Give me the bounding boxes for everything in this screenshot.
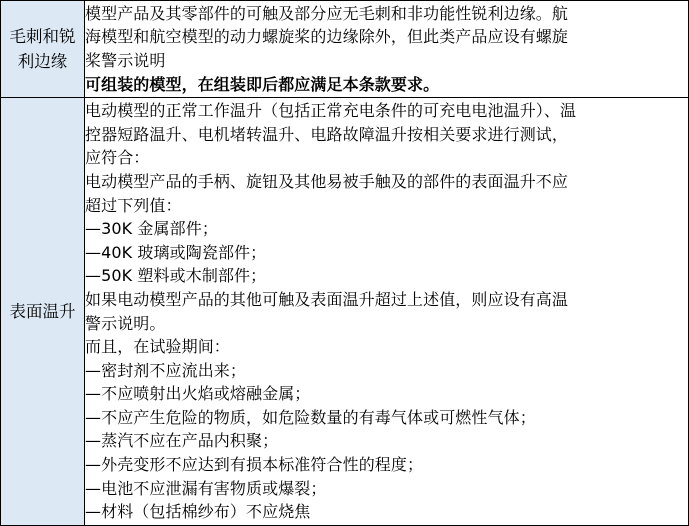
content-line: —材料（包括棉纱布）不应烧焦 (85, 502, 311, 522)
table-row-burrs-sharp-edges (1, 1, 689, 98)
table-row-surface-temperature-rise (1, 98, 689, 526)
content-line: 超过下列值： (85, 195, 182, 215)
content-line: 电动模型的正常工作温升（包括正常充电条件的可充电电池温升）、温 (85, 101, 577, 121)
content-line: 警示说明。 (85, 313, 166, 333)
content-line: —蒸汽不应在产品内积聚； (85, 431, 279, 451)
row-label-line: 毛刺和锐 (9, 27, 76, 46)
content-line: 应符合： (85, 148, 150, 168)
content-line: —外壳变形不应达到有损本标准符合性的程度； (85, 455, 424, 475)
row-label-line: 表面温升 (9, 302, 76, 321)
content-line: 桨警示说明 (85, 51, 166, 70)
row-content-cell (85, 1, 689, 98)
row-label-line: 利边缘 (17, 52, 68, 71)
content-line: —30K 金属部件； (85, 219, 218, 239)
content-line: 海模型和航空模型的动力螺旋桨的边缘除外，但此类产品应设有螺旋 (85, 27, 569, 47)
content-line: 电动模型产品的手柄、旋钮及其他易被手触及的部件的表面温升不应 (85, 171, 569, 191)
row-label-cell (1, 1, 85, 98)
content-line: —50K 塑料或木制部件； (85, 266, 267, 286)
content-line: —电池不应泄漏有害物质或爆裂； (85, 478, 327, 498)
content-line: 如果电动模型产品的其他可触及表面温升超过上述值，则应设有高温 (85, 289, 569, 309)
content-line: —不应喷射出火焰或熔融金属； (85, 384, 311, 404)
row-label-cell (1, 98, 85, 526)
content-line-emphasis: 可组装的模型，在组装即后都应满足本条款要求。 (85, 74, 440, 94)
content-line: 模型产品及其零部件的可触及部分应无毛刺和非功能性锐利边缘。航 (85, 3, 569, 23)
row-content-cell (85, 98, 689, 526)
content-line: —不应产生危险的物质，如危险数量的有毒气体或可燃性气体； (85, 407, 536, 427)
content-line: —密封剂不应流出来； (85, 360, 247, 380)
content-line: 而且，在试验期间： (85, 337, 230, 357)
content-line: 控器短路温升、电机堵转温升、电路故障温升按相关要求进行测试， (85, 124, 569, 144)
content-line: —40K 玻璃或陶瓷部件； (85, 242, 267, 262)
